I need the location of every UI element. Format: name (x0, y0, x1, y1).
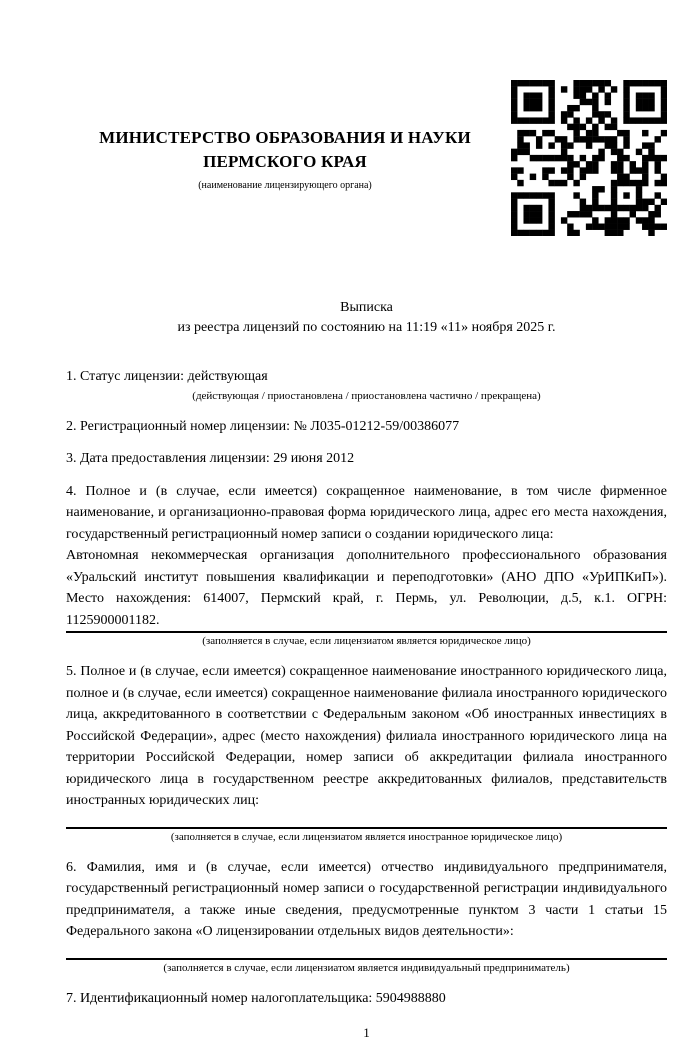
legal-entity-intro: 4. Полное и (в случае, если имеется) сокращенное наименование, в том числе фирменное наименование, и организационно-правовая форма юридического лица, адрес его места нахождения, государственный регистрационный номер записи о создании юридического лица: (66, 483, 667, 542)
document-title-line1: Выписка (340, 300, 393, 315)
item-license-date (66, 448, 667, 470)
registration-number-text: 2. Регистрационный номер лицензии: № Л035-01212-59/00386077 (66, 418, 460, 434)
foreign-entity-intro: 5. Полное и (в случае, если имеется) сокращенное наименование иностранного юридического лица, полное и (в случае, если имеется) сокращенное наименование филиала иностранного юридического лица, аккредитованного в соответствии с Федеральным законом «Об иностранных инвестициях в Российской Федерации», адрес (место нахождения) филиала иностранного юридического лица на территории Российской Федерации, номер записи об аккредитации филиала иностранного юридического лица в государственном реестре аккредитованных филиалов, представительств иностранных юридических лиц: (66, 664, 667, 808)
individual-entrepreneur-blank-value (66, 943, 667, 958)
licensing-authority-block (66, 80, 504, 192)
authority-caption: (наименование лицензирующего органа) (198, 180, 372, 191)
license-status-text: 1. Статус лицензии: действующая (66, 369, 268, 384)
item-legal-entity (66, 481, 667, 651)
page-number: 1 (363, 1025, 370, 1040)
legal-entity-note: (заполняется в случае, если лицензиатом является юридическое лицо) (202, 635, 531, 647)
foreign-entity-note: (заполняется в случае, если лицензиатом является иностранное юридическое лицо) (170, 830, 563, 843)
item-foreign-entity (66, 661, 667, 846)
foreign-entity-blank-value (66, 812, 667, 827)
item-taxpayer-number (66, 988, 667, 1010)
license-status-note: (действующая / приостановлена / приостановлена частично / прекращена) (192, 389, 541, 402)
individual-entrepreneur-note: (заполняется в случае, если лицензиатом является индивидуальный предприниматель) (163, 961, 570, 974)
authority-name-line1: МИНИСТЕРСТВО ОБРАЗОВАНИЯ И НАУКИ (99, 128, 471, 147)
taxpayer-number-text: 7. Идентификационный номер налогоплательщика: 5904988880 (66, 990, 446, 1006)
item-license-status (66, 366, 667, 405)
document-title (66, 298, 667, 338)
legal-entity-value: Автономная некоммерческая организация дополнительного профессионального образования «Уральский институт повышения квалификации и переподготовки» (АНО ДПО «УрИПКиП»). Место нахождения: 614007, Пермский край, г. Пермь, ул. Революции, д.5, к.1. ОГРН: 1125900001182. (66, 548, 667, 628)
document-header (66, 80, 667, 236)
item-individual-entrepreneur (66, 857, 667, 977)
qr-code (511, 80, 667, 236)
item-registration-number (66, 416, 667, 438)
authority-name-line2: ПЕРМСКОГО КРАЯ (203, 152, 367, 171)
document-title-line2: из реестра лицензий по состоянию на 11:19 «11» ноября 2025 г. (177, 320, 556, 335)
individual-entrepreneur-intro: 6. Фамилия, имя и (в случае, если имеется) отчество индивидуального предпринимателя, государственный регистрационный номер записи о государственной регистрации индивидуального предпринимателя, а также иные сведения, предусмотренные пунктом 3 части 1 статьи 15 Федерального закона «О лицензировании отдельных видов деятельности»: (66, 859, 667, 939)
license-date-text: 3. Дата предоставления лицензии: 29 июня 2012 (66, 451, 355, 466)
